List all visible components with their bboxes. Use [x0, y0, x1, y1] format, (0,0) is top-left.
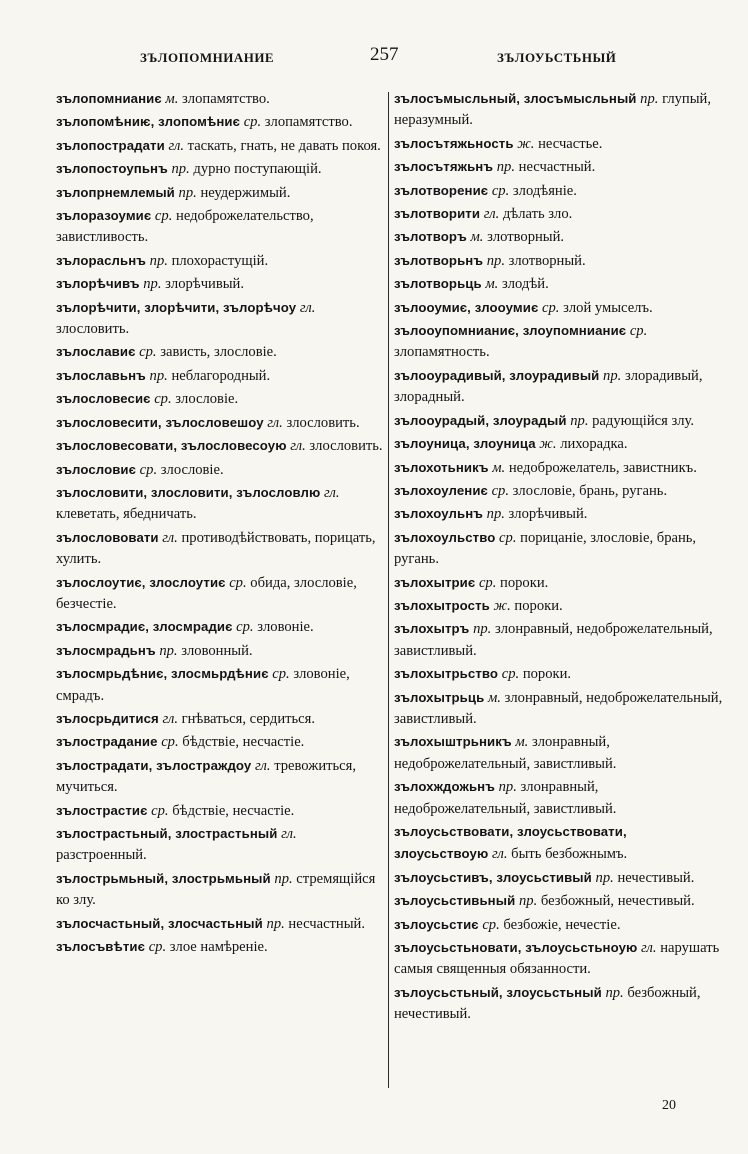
- dictionary-entry: [394, 297, 724, 319]
- entry-headword: зълотворьнъ: [394, 252, 484, 268]
- entry-definition: злопамятство.: [264, 114, 353, 131]
- entry-grammar: ср.: [491, 482, 510, 499]
- entry-headword: зълохытрость: [394, 597, 490, 613]
- entry-definition: клеветать, ябедничать.: [56, 506, 197, 523]
- entry-grammar: пр.: [570, 412, 589, 429]
- dictionary-entry: [394, 156, 724, 178]
- entry-definition: зависть, злословіе.: [160, 344, 277, 361]
- entry-definition: бѣдствіе, несчастіе.: [182, 734, 305, 751]
- dictionary-entry: [56, 158, 386, 180]
- entry-definition: злонравный, недоброжелательный, завистливый.: [394, 689, 723, 727]
- entry-headword: зълооурадивый, злоурадивый: [394, 367, 600, 383]
- entry-grammar: пр.: [159, 642, 178, 659]
- dictionary-entry: [394, 937, 724, 981]
- entry-grammar: гл.: [641, 940, 657, 957]
- entry-definition: злонравный, недоброжелательный, завистливый.: [394, 734, 617, 772]
- dictionary-entry: [394, 480, 724, 502]
- dictionary-entry: [394, 180, 724, 202]
- entry-grammar: ср.: [236, 619, 254, 636]
- dictionary-entry: [56, 341, 386, 363]
- dictionary-entry: [394, 457, 724, 479]
- dictionary-entry: [394, 687, 724, 731]
- dictionary-entry: [394, 776, 724, 820]
- dictionary-entry: [394, 867, 724, 889]
- entry-headword: зълоусьстивъ, злоусьстивый: [394, 869, 592, 885]
- dictionary-entry: [56, 708, 386, 730]
- entry-grammar: м.: [492, 459, 506, 476]
- dictionary-entry: [56, 640, 386, 662]
- dictionary-entry: [394, 890, 724, 912]
- entry-definition: нарушать самыя священныя обязанности.: [394, 940, 720, 978]
- entry-grammar: ср.: [478, 574, 497, 591]
- entry-grammar: ср.: [139, 461, 158, 478]
- entry-definition: безбожіе, нечестіе.: [503, 916, 621, 933]
- entry-definition: злословить.: [309, 438, 383, 455]
- entry-grammar: гл.: [255, 757, 271, 774]
- entry-headword: зълоуница, злоуница: [394, 436, 536, 452]
- entry-headword: зълохыштрьникъ: [394, 734, 512, 750]
- entry-definition: безбожный, нечестивый.: [394, 984, 701, 1023]
- entry-definition: тревожиться, мучиться.: [56, 757, 357, 796]
- entry-headword: зълорѣчивъ: [56, 276, 140, 292]
- entry-definition: неудержимый.: [200, 184, 291, 201]
- entry-grammar: ср.: [491, 182, 510, 199]
- entry-headword: зълосмрьдѣниє, злосмьрдѣниє: [56, 666, 269, 682]
- entry-definition: плохорастущій.: [171, 252, 269, 269]
- entry-headword: зълострастиє: [56, 802, 148, 818]
- dictionary-entry: [394, 273, 724, 295]
- entry-definition: злословіе.: [160, 461, 224, 478]
- entry-definition: безбожный, нечестивый.: [540, 893, 695, 910]
- entry-definition: злой умыселъ.: [563, 299, 653, 316]
- dictionary-entry: [394, 320, 724, 364]
- entry-grammar: ср.: [154, 208, 173, 225]
- entry-headword: зълохждожьнъ: [394, 779, 495, 795]
- entry-definition: злословіе, брань, ругань.: [512, 482, 668, 499]
- dictionary-entry: [56, 88, 386, 110]
- entry-definition: злонравный, недоброжелательный, завистливый.: [394, 779, 617, 817]
- entry-definition: глупый, неразумный.: [394, 91, 711, 129]
- entry-headword: зълоразоумиє: [56, 208, 152, 224]
- entry-grammar: м.: [487, 689, 501, 706]
- dictionary-entry: [56, 482, 386, 526]
- entry-headword: зълохытриє: [394, 574, 476, 590]
- entry-grammar: м.: [165, 91, 179, 107]
- entry-grammar: пр.: [595, 869, 614, 886]
- entry-headword: зълословесиє: [56, 391, 151, 407]
- entry-grammar: ср.: [542, 299, 560, 316]
- entry-grammar: ср.: [272, 666, 290, 683]
- entry-headword: зълоусьстьновати, зълоусьстьноую: [394, 940, 638, 956]
- entry-headword: зълохытръ: [394, 621, 470, 637]
- dictionary-entry: [56, 459, 386, 481]
- entry-definition: злорѣчивый.: [165, 276, 245, 293]
- entry-definition: злорѣчивый.: [508, 506, 588, 523]
- entry-grammar: пр.: [496, 159, 515, 176]
- entry-grammar: ср.: [482, 916, 500, 933]
- entry-definition: быть безбожнымъ.: [511, 846, 628, 863]
- dictionary-entry: [56, 868, 386, 912]
- entry-headword: зълопостоупьнъ: [56, 161, 168, 177]
- entry-grammar: пр.: [274, 870, 293, 887]
- entry-definition: радующійся злу.: [592, 412, 694, 429]
- entry-headword: зълотворьць: [394, 276, 482, 292]
- dictionary-entry: [56, 205, 386, 249]
- dictionary-entry: [394, 731, 724, 775]
- entry-grammar: пр.: [149, 367, 168, 384]
- entry-grammar: пр.: [149, 252, 168, 269]
- entry-headword: зълословиє: [56, 461, 137, 477]
- entry-grammar: ср.: [229, 574, 247, 591]
- entry-definition: нечестивый.: [617, 869, 695, 886]
- entry-headword: зълострадание: [56, 734, 158, 750]
- dictionary-entry: [56, 616, 386, 638]
- entry-definition: дѣлать зло.: [502, 206, 573, 223]
- entry-headword: зълопомнианиє: [56, 91, 162, 106]
- entry-definition: злословіе.: [175, 391, 239, 408]
- dictionary-entry: [56, 527, 386, 571]
- entry-headword: зълострастьный, злострастьный: [56, 826, 278, 841]
- entry-headword: зълооумиє, злооумиє: [394, 299, 539, 315]
- dictionary-entry: [56, 913, 386, 935]
- entry-definition: недоброжелательство, завистливость.: [56, 208, 314, 246]
- entry-definition: обида, злословіе, безчестіе.: [56, 574, 357, 612]
- entry-grammar: пр.: [473, 621, 492, 638]
- entry-headword: зълоусьствовати, злоусьствовати, злоусьствоую: [394, 824, 627, 862]
- entry-headword: зълохытрьство: [394, 666, 499, 682]
- dictionary-entry: [394, 527, 724, 571]
- entry-grammar: пр.: [178, 184, 197, 201]
- dictionary-entry: [394, 572, 724, 594]
- entry-grammar: пр.: [640, 91, 659, 107]
- entry-headword: зълословесовати, зълословесоую: [56, 438, 287, 454]
- entry-definition: несчастье.: [538, 135, 603, 152]
- entry-grammar: ж.: [539, 436, 557, 453]
- dictionary-entry: [56, 663, 386, 707]
- dictionary-entry: [56, 755, 386, 799]
- entry-headword: зълосътяжьнъ: [394, 159, 494, 175]
- dictionary-entry: [56, 435, 386, 457]
- entry-headword: зълославьнъ: [56, 367, 146, 383]
- entry-headword: зълохытрьць: [394, 689, 485, 705]
- entry-definition: лихорадка.: [560, 436, 628, 453]
- entry-definition: порицаніе, злословіе, брань, ругань.: [394, 529, 697, 568]
- entry-headword: зълопострадати: [56, 137, 165, 153]
- entry-definition: недоброжелатель, завистникъ.: [508, 459, 697, 476]
- dictionary-entry: [56, 273, 386, 295]
- signature-mark: 20: [662, 1098, 676, 1113]
- entry-headword: зълослоутиє, злослоутиє: [56, 574, 226, 590]
- entry-headword: зълосътяжьность: [394, 135, 514, 151]
- dictionary-entry: [394, 618, 724, 662]
- entry-headword: зълослововати: [56, 529, 159, 545]
- entry-headword: зълохоульство: [394, 529, 496, 545]
- entry-grammar: пр.: [143, 276, 162, 293]
- entry-definition: таскать, гнать, не давать покоя.: [187, 137, 381, 154]
- entry-headword: зълословесити, зълословешоу: [56, 414, 264, 430]
- entry-headword: зълосмрадиє, злосмрадиє: [56, 619, 233, 635]
- entry-grammar: гл.: [290, 438, 306, 455]
- entry-definition: злое намѣреніе.: [169, 939, 268, 956]
- entry-grammar: ср.: [154, 391, 172, 408]
- entry-definition: злословить.: [56, 321, 130, 338]
- entry-definition: противодѣйствовать, порицать, хулить.: [56, 529, 376, 568]
- entry-headword: зълоусьстивьный: [394, 893, 516, 909]
- entry-definition: несчастный.: [518, 159, 596, 176]
- dictionary-entry: [56, 800, 386, 822]
- entry-grammar: пр.: [605, 984, 624, 1001]
- entry-definition: зловонный.: [181, 642, 253, 659]
- entry-definition: зловоніе.: [257, 619, 314, 636]
- entry-definition: стремящійся ко злу.: [56, 870, 376, 909]
- entry-grammar: гл.: [168, 137, 184, 154]
- dictionary-entry: [56, 731, 386, 753]
- dictionary-entry: [56, 250, 386, 272]
- entry-headword: зълосрьдитися: [56, 710, 159, 726]
- entry-grammar: ж.: [493, 597, 511, 614]
- entry-grammar: ср.: [161, 734, 179, 751]
- entry-grammar: гл.: [267, 414, 283, 431]
- entry-headword: зълотворъ: [394, 229, 467, 245]
- entry-grammar: пр.: [486, 252, 505, 269]
- entry-grammar: м.: [515, 734, 529, 751]
- dictionary-entry: [394, 914, 724, 936]
- entry-headword: зълосмрадьнъ: [56, 642, 156, 658]
- entry-definition: зловоніе, смрадъ.: [56, 666, 350, 704]
- entry-grammar: гл.: [299, 299, 316, 316]
- page-header: [0, 44, 748, 70]
- dictionary-entry: [394, 663, 724, 685]
- entry-headword: зълохоульнъ: [394, 506, 483, 522]
- entry-definition: злорадивый, злорадный.: [394, 367, 703, 406]
- entry-definition: злотворный.: [487, 229, 565, 246]
- entry-definition: злопамятность.: [394, 344, 490, 361]
- dictionary-entry: [394, 226, 724, 248]
- dictionary-entry: [394, 88, 724, 132]
- entry-grammar: гл.: [281, 826, 297, 842]
- entry-headword: зълоусьстиє: [394, 916, 479, 932]
- right-column: [394, 88, 724, 1027]
- entry-headword: зълострьмьный, злострьмьный: [56, 870, 271, 886]
- dictionary-entry: [394, 133, 724, 155]
- entry-definition: разстроенный.: [56, 847, 147, 864]
- entry-grammar: пр.: [518, 893, 538, 910]
- entry-grammar: пр.: [171, 161, 190, 178]
- entry-definition: злотворный.: [508, 252, 586, 269]
- entry-definition: злопамятство.: [182, 91, 270, 107]
- left-column: [56, 88, 386, 959]
- dictionary-entry: [56, 823, 386, 867]
- dictionary-entry: [56, 111, 386, 133]
- column-divider: [388, 92, 389, 1088]
- entry-headword: зълохотьникъ: [394, 459, 489, 475]
- entry-definition: пороки.: [514, 597, 563, 614]
- dictionary-entry: [394, 250, 724, 272]
- entry-headword: зълопрнемлемый: [56, 184, 175, 200]
- entry-definition: злодѣяніе.: [512, 182, 577, 199]
- entry-grammar: пр.: [266, 915, 285, 932]
- dictionary-entry: [394, 821, 724, 866]
- running-head-left: ЗЪЛОПОМНИАНИЕ: [140, 50, 275, 65]
- entry-headword: зълосъвѣтиє: [56, 939, 146, 955]
- dictionary-entry: [56, 936, 386, 958]
- entry-grammar: м.: [485, 276, 499, 293]
- dictionary-entry: [394, 410, 724, 432]
- entry-grammar: м.: [470, 229, 484, 246]
- entry-grammar: ср.: [629, 323, 648, 340]
- entry-grammar: ср.: [499, 529, 517, 546]
- dictionary-entry: [56, 572, 386, 616]
- entry-grammar: гл.: [491, 846, 508, 863]
- entry-headword: зълоусьстьный, злоусьстьный: [394, 984, 602, 1000]
- entry-headword: зълопомѣниѥ, злопомѣниє: [56, 114, 241, 130]
- entry-headword: зълохоулениє: [394, 482, 488, 498]
- entry-definition: злодѣй.: [501, 276, 549, 293]
- dictionary-entry: [394, 503, 724, 525]
- entry-headword: зълооурадый, злоурадый: [394, 412, 567, 428]
- entry-headword: зълооупомнианиє, злоупомнианиє: [394, 323, 627, 339]
- dictionary-entry: [394, 982, 724, 1026]
- entry-grammar: ср.: [151, 802, 169, 819]
- entry-headword: зълословити, злословити, зълословлю: [56, 484, 321, 500]
- entry-headword: зълотворити: [394, 206, 481, 222]
- entry-definition: гнѣваться, сердиться.: [181, 710, 316, 727]
- dictionary-entry: [394, 595, 724, 617]
- entry-headword: зълорасльнъ: [56, 252, 146, 268]
- entry-headword: зълосъмысльный, злосъмысльный: [394, 91, 637, 106]
- dictionary-entry: [394, 365, 724, 409]
- dictionary-entry: [56, 297, 386, 341]
- entry-headword: зълорѣчити, злорѣчити, зълорѣчоу: [56, 299, 297, 315]
- entry-definition: бѣдствіе, несчастіе.: [172, 802, 295, 819]
- entry-definition: злонравный, недоброжелательный, завистливый.: [394, 621, 713, 659]
- entry-grammar: пр.: [603, 367, 622, 384]
- entry-headword: зълосчастьный, злосчастьный: [56, 915, 263, 931]
- entry-definition: пороки.: [500, 574, 549, 591]
- running-head-right: ЗЪЛОУЬСТЬНЫЙ: [497, 50, 617, 65]
- dictionary-entry: [394, 433, 724, 455]
- dictionary-entry: [56, 412, 386, 434]
- entry-grammar: ж.: [517, 135, 535, 152]
- dictionary-entry: [56, 135, 386, 157]
- entry-headword: зълотворениє: [394, 182, 489, 198]
- entry-grammar: ср.: [148, 939, 167, 956]
- entry-grammar: ср.: [139, 344, 157, 361]
- dictionary-entry: [56, 182, 386, 204]
- dictionary-entry: [56, 365, 386, 387]
- entry-definition: злословить.: [286, 414, 360, 431]
- entry-headword: зълострадати, зълостраждоу: [56, 757, 252, 773]
- entry-definition: несчастный.: [288, 915, 366, 932]
- entry-definition: дурно поступающій.: [193, 161, 322, 178]
- entry-grammar: ср.: [501, 666, 520, 683]
- dictionary-entry: [394, 203, 724, 225]
- entry-grammar: пр.: [498, 779, 517, 796]
- entry-definition: неблагородный.: [171, 367, 271, 384]
- entry-grammar: гл.: [483, 206, 500, 223]
- entry-grammar: гл.: [162, 710, 178, 727]
- entry-grammar: гл.: [162, 529, 178, 546]
- entry-headword: зълославиє: [56, 344, 136, 360]
- entry-grammar: пр.: [486, 506, 505, 523]
- entry-grammar: гл.: [324, 484, 340, 501]
- page-number: 257: [370, 44, 399, 65]
- entry-definition: пороки.: [522, 666, 572, 683]
- entry-grammar: ср.: [243, 114, 262, 131]
- dictionary-entry: [56, 388, 386, 410]
